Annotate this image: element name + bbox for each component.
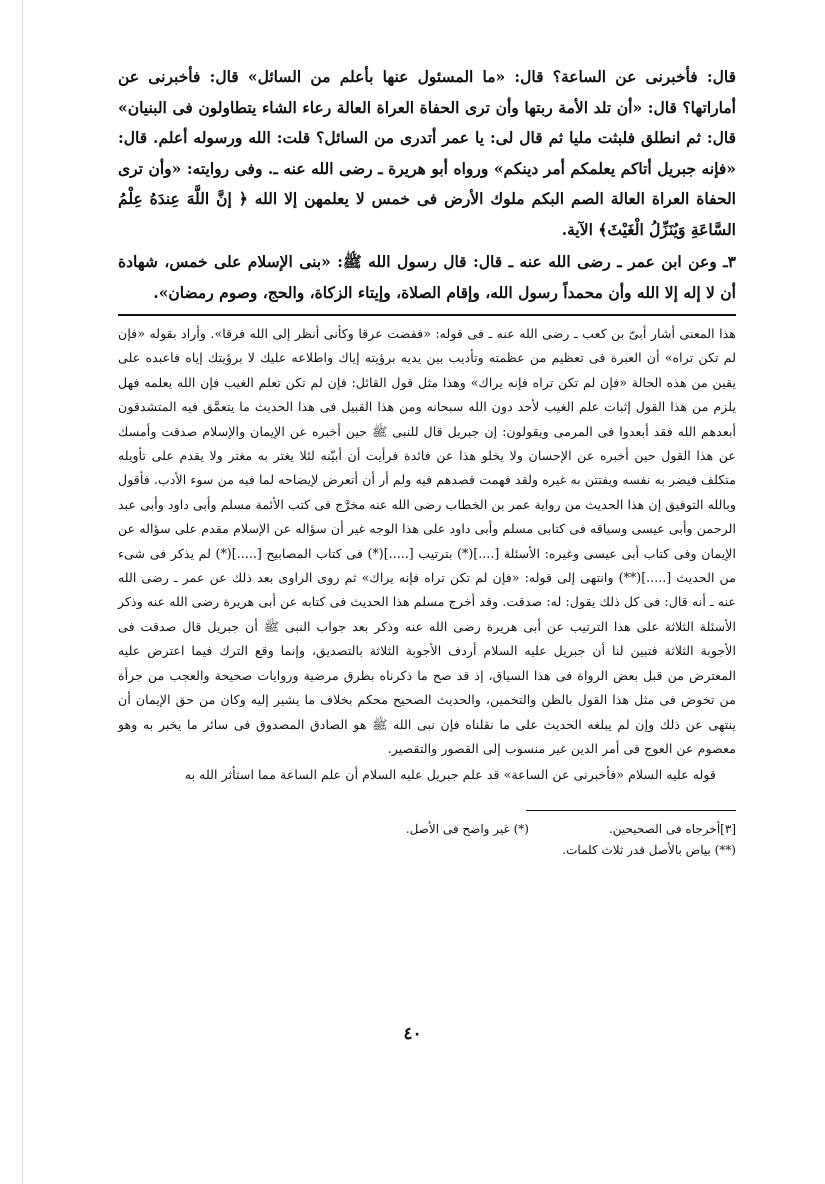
commentary-closing-line: قوله عليه السلام «فأخبرنى عن الساعة» قد علم جبريل عليه السلام أن علم الساعة مما استأثر الله به <box>184 767 716 783</box>
page-number: ٤٠ <box>403 1024 422 1044</box>
page-body <box>118 62 736 861</box>
footnote-double-star: (**) بياض بالأصل قدر ثلاث كلمات. <box>562 842 736 857</box>
text-commentary-divider <box>118 314 736 316</box>
footnote-3: [٣]أخرجاه فى الصحيحين. <box>608 821 736 836</box>
footnote-row <box>118 819 736 840</box>
footnotes <box>118 819 736 861</box>
hadith-text-paragraph-2: ٣ـ وعن ابن عمر ـ رضى الله عنه ـ قال: قال رسول الله ﷺ: «بنى الإسلام على خمس، شهادة أن لا إله إلا الله وأن محمداً رسول الله، وإقام الصلاة، وإيتاء الزكاة، والحج، وصوم رمضان». <box>118 252 736 302</box>
margin-line <box>22 0 23 1184</box>
footnote-star: (*) غير واضح فى الأصل. <box>405 821 529 836</box>
hadith-text-paragraph-1: قال: فأخبرنى عن الساعة؟ قال: «ما المسئول عنها بأعلم من السائل» قال: فأخبرنى عن أماراتها؟ قال: «أن تلد الأمة ربتها وأن ترى الحفاة العراة العالة رعاء الشاء يتطاولون فى البنيان» قال: ثم انطلق فلبثت مليا ثم قال لى: يا عمر أتدرى من السائل؟ قلت: الله ورسوله أعلم. قال: «فإنه جبريل أتاكم يعلمكم أمر دينكم» ورواه أبو هريرة ـ رضى الله عنه ـ. وفى روايته: «وأن ترى الحفاة العراة العالة الصم البكم ملوك الأرض فى خمس لا يعلمهن إلا الله ﴿ إنَّ اللَّهَ عِندَهُ عِلْمُ السَّاعَةِ وَيُنَزِّلُ الْغَيْثَ﴾ الآية. <box>118 67 736 239</box>
footnote-divider <box>526 810 736 811</box>
commentary-paragraph: هذا المعنى أشار أبىّ بن كعب ـ رضى الله عنه ـ فى قوله: «ففضت عرقا وكأنى أنظر إلى الله فرقا». وأراد بقوله «فإن لم تكن تراه» أن العبرة فى تعظيم من عظمته وتأديب بين يديه برؤيته إياك واطلاعه عليك لا برؤيتك إياه فاعبده على يقين من هذه الحالة «فإن لم تكن تراه فإنه يراك» وهذا مثل قول القائل: فإن لم تكن تعلم الغيب فإن الله يعلمه فهل يلزم من هذا القول إثبات علم الغيب لأحد دون الله سبحانه ومن هذا القبيل فى هذا الحديث ما يتعمَّق فيه المتشدقون أبعدهم الله فقد أبعدوا فى المرمى ويقولون: إن جبريل قال للنبى ﷺ حين أخبره عن الإيمان والإسلام صدقت وأمسك عن هذا القول حين أخبره عن الإحسان ولا يخلو هذا عن فائدة فرأيت أن أبيّنه لئلا يغتر به مغتر ولا يقدم على تأويله متكلف فيضر به نفسه ويفتتن به غيره ولقد فهمت قصدهم فيه ولم أر أن أتعرض لإيضاحه لما فيه من سوء الأدب. فأقول وبالله التوفيق إن هذا الحديث من رواية عمر بن الخطاب رضى الله عنه مخرَّج فى كتب الأئمة مسلم وأبى داود وأبى عبد الرحمن وأبى عيسى وسياقه فى كتابى مسلم وأبى داود على هذا الوجه غير أن سؤاله عن الإسلام مقدم على سؤاله عن الإيمان وفى كتاب أبى عيسى وغيره: الأسئلة [....](*) بترتيب [.....](*) فى كتاب المصابيح [.....](*) لم يذكر فى شىء من الحديث [.....](**) وانتهى إلى قوله: «فإن لم تكن تراه فإنه يراك» ثم روى الراوى بعد ذلك عن عمر ـ رضى الله عنه ـ أنه قال: فى كل ذلك يقول: له: صدقت. وقد أخرج مسلم هذا الحديث فى كتابه عن أبى هريرة رضى الله عنه وذكر الأسئلة الثلاثة على هذا الترتيب عن أبى هريرة رضى الله عنه وذكر بعد جواب النبى ﷺ أن جبريل قال صدقت فى الأجوبة الثلاثة فتبين لنا أن جبريل عليه السلام أردف الأجوبة الثلاثة بالتصديق، وإنما وقع الترك فيما اعترض عليه المعترض من قبل بعض الرواة فى هذا السياق، إذ قد صح ما ذكرناه بطرق مرضية وروايات صحيحة والعجب من جرأة من تخوض فى مثل هذا القول بالظن والتخمين، والحديث الصحيح محكم بخلاف ما يشير إليه وكان من حق الإيمان أن ينتهى عن ذلك وإن لم يبلغه الحديث على ما نقلناه فإن نبى الله ﷺ هو الصادق المصدوق فى سائر ما يخبر به وهو معصوم عن العوج فى أمر الدين غير منسوب إلى القصور والتقصير. <box>118 326 736 756</box>
